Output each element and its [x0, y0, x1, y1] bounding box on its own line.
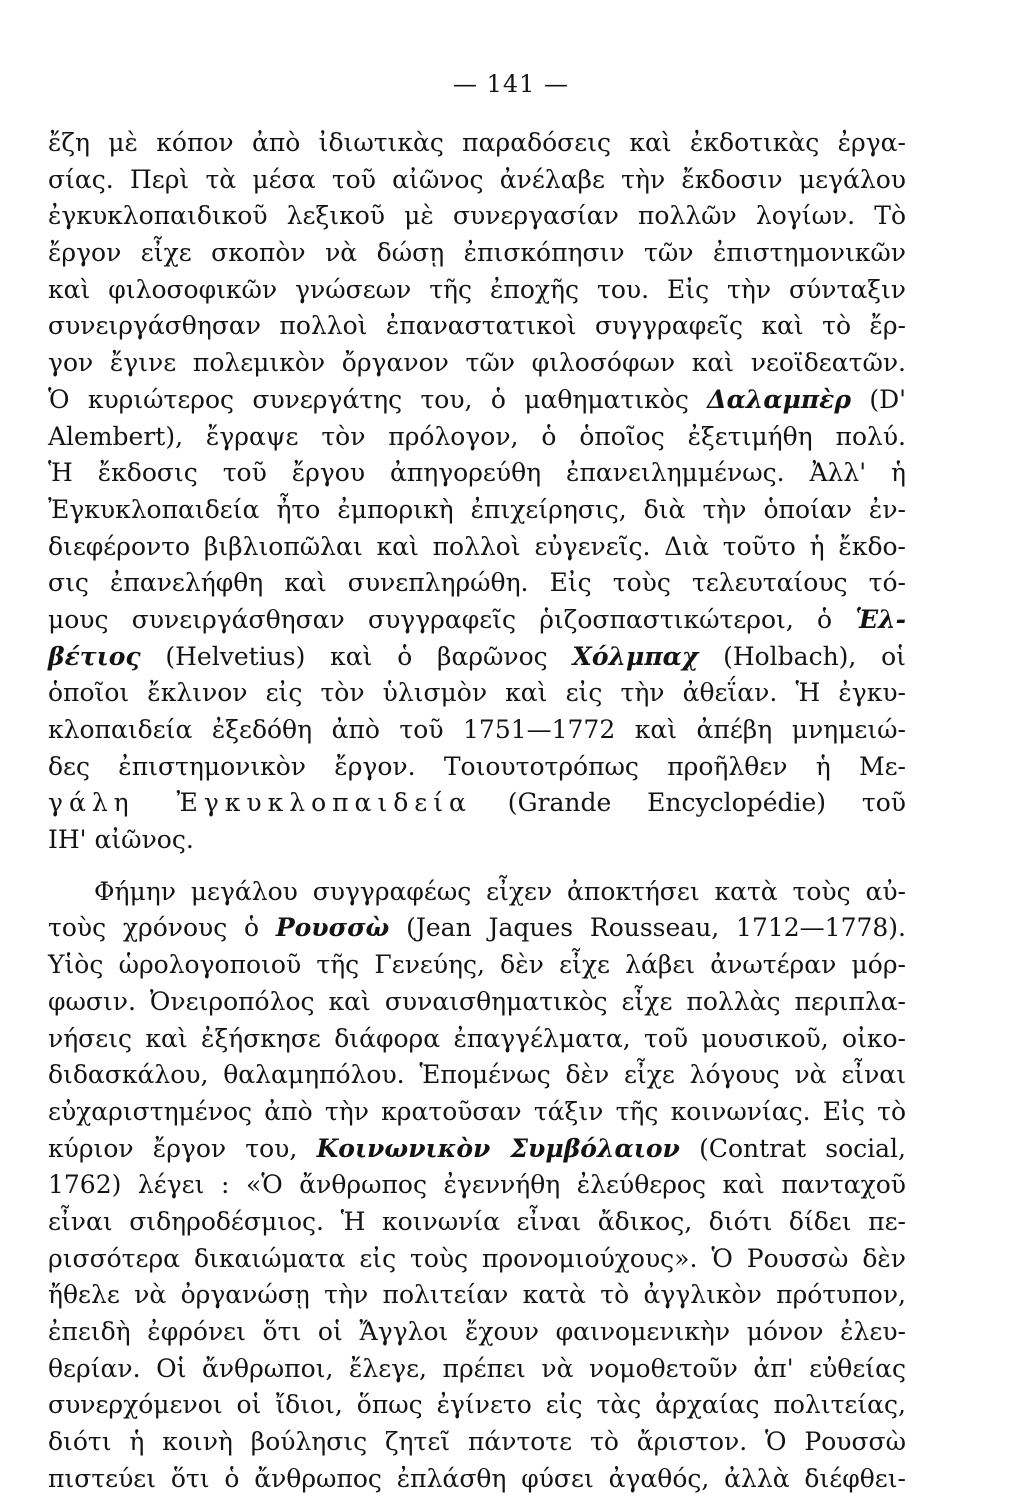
text-line — [48, 1057, 906, 1094]
line-text: (Helvetius) καὶ ὁ βαρῶνος — [140, 641, 573, 671]
line-text: ἔζη μὲ κόπον ἀπὸ ἰδιωτικὰς παραδόσεις καὶ ἐκδοτικὰς ἐργα- — [48, 128, 906, 157]
line-text: γον ἔγινε πολεμικὸν ὄργανον τῶν φιλοσόφων καὶ νεοϊδεατῶν. — [48, 348, 906, 378]
line-text: σις ἐπανελήφθη καὶ συνεπληρώθη. Εἰς τοὺς τελευταίους τό- — [48, 568, 906, 598]
line-text: Ἡ ἔκδοσις τοῦ ἔργου ἀπηγορεύθη ἐπανειλημμένως. Ἀλλ' ἡ — [48, 458, 906, 488]
line-text: μους συνειργάσθησαν συγγραφεῖς ῥιζοσπαστικώτεροι, ὁ — [48, 604, 856, 634]
line-text: σίας. Περὶ τὰ μέσα τοῦ αἰῶνος ἀνέλαβε τὴν ἔκδοσιν μεγάλου — [48, 164, 906, 194]
text-line — [48, 947, 906, 984]
line-text: δες ἐπιστημονικὸν ἔργον. Τοιουτοτρόπως προῆλθεν ἡ Με- — [48, 751, 906, 781]
text-line — [48, 1351, 906, 1388]
line-text: νήσεις καὶ ἐξήσκησε διάφορα ἐπαγγέλματα, τοῦ μουσικοῦ, οἰκο- — [48, 1023, 906, 1053]
text-line — [48, 492, 906, 529]
text-line — [48, 235, 906, 272]
text-line — [48, 1461, 906, 1498]
text-line — [48, 272, 906, 309]
text-line — [48, 1424, 906, 1461]
line-text: θερίαν. Οἱ ἄνθρωποι, ἔλεγε, πρέπει νὰ νομοθετοῦν ἀπ' εὐθείας — [48, 1353, 906, 1383]
emphasized-name: Κοινωνικὸν Συμβόλαιον — [316, 1133, 680, 1163]
line-text: κλοπαιδεία ἐξεδόθη ἀπὸ τοῦ 1751—1772 καὶ ἀπέβη μνημειώ- — [48, 715, 906, 744]
text-line — [48, 1387, 906, 1424]
text-line — [48, 125, 906, 162]
line-text: τοὺς χρόνους ὁ — [48, 913, 276, 943]
line-text: ἐπειδὴ ἐφρόνει ὅτι οἱ Ἄγγλοι ἔχουν φαινομενικὴν μόνον ἐλευ- — [48, 1317, 906, 1346]
line-text: εὐχαριστημένος ἀπὸ τὴν κρατοῦσαν τάξιν τῆς κοινωνίας. Εἰς τὸ — [48, 1096, 906, 1126]
text-line — [48, 712, 906, 749]
line-text: εἶναι σιδηροδέσμιος. Ἡ κοινωνία εἶναι ἄδικος, διότι δίδει πε- — [48, 1206, 906, 1236]
line-text: Φήμην μεγάλου συγγραφέως εἶχεν ἀποκτήσει κατὰ τοὺς αὐ- — [94, 876, 906, 906]
page-number: — 141 — — [452, 70, 570, 98]
line-text: (Holbach), οἱ — [698, 641, 906, 671]
text-line — [48, 565, 906, 602]
text-line — [48, 419, 906, 456]
body-text — [48, 125, 906, 1497]
text-line — [48, 1021, 906, 1058]
line-text: συνειργάσθησαν πολλοὶ ἐπαναστατικοὶ συγγραφεῖς καὶ τὸ ἔρ- — [48, 311, 906, 341]
emphasized-name: Χόλμπαχ — [572, 641, 699, 671]
text-line — [48, 910, 906, 947]
line-text: Alembert), ἔγραψε τὸν πρόλογον, ὁ ὁποῖος ἐξετιμήθη πολύ. — [48, 421, 906, 451]
line-text: (D' — [851, 384, 907, 414]
text-line — [48, 1241, 906, 1278]
text-line — [48, 1167, 906, 1204]
text-line — [48, 639, 906, 676]
line-text: Υἱὸς ὡρολογοποιοῦ τῆς Γενεύης, δὲν εἶχε λάβει ἀνωτέραν μόρ- — [48, 950, 906, 980]
line-text: πιστεύει ὅτι ὁ ἄνθρωπος ἐπλάσθη φύσει ἀγαθός, ἀλλὰ διέφθει- — [48, 1463, 906, 1493]
text-line — [48, 984, 906, 1021]
text-line — [48, 749, 906, 786]
text-line — [48, 345, 906, 382]
line-text: διδασκάλου, θαλαμηπόλου. Ἑπομένως δὲν εἶχε λόγους νὰ εἶναι — [48, 1060, 906, 1090]
line-text: ἤθελε νὰ ὀργανώσῃ τὴν πολιτείαν κατὰ τὸ ἀγγλικὸν πρότυπον, — [48, 1280, 906, 1310]
emphasized-name: Ρουσσὼ — [275, 913, 390, 943]
text-line — [48, 1277, 906, 1314]
text-line — [48, 785, 906, 822]
line-text: 1762) λέγει : «Ὁ ἄνθρωπος ἐγεννήθη ἐλεύθερος καὶ πανταχοῦ — [48, 1170, 906, 1200]
text-line — [48, 1131, 906, 1168]
spaced-title: γάλη Ἐγκυκλοπαιδεία — [48, 788, 472, 818]
text-line — [48, 308, 906, 345]
line-text: διεφέροντο βιβλιοπῶλαι καὶ πολλοὶ εὐγενεῖς. Διὰ τοῦτο ἡ ἔκδο- — [48, 531, 906, 561]
line-text: (Jean Jaques Rousseau, 1712—1778). — [389, 913, 906, 943]
text-line — [48, 1314, 906, 1351]
text-line — [48, 1204, 906, 1241]
text-line — [48, 602, 906, 639]
line-text: (Contrat social, — [679, 1133, 906, 1163]
line-text: διότι ἡ κοινὴ βούλησις ζητεῖ πάντοτε τὸ ἄριστον. Ὁ Ρουσσὼ — [48, 1427, 906, 1457]
emphasized-name: Ἑλ- — [855, 604, 906, 634]
line-text: συνερχόμενοι οἱ ἴδιοι, ὅπως ἐγίνετο εἰς τὰς ἀρχαίας πολιτείας, — [48, 1390, 906, 1420]
line-text: κύριον ἔργον του, — [48, 1133, 317, 1163]
line-text: ὁποῖοι ἔκλινον εἰς τὸν ὑλισμὸν καὶ εἰς τὴν ἀθεΐαν. Ἡ ἐγκυ- — [48, 678, 906, 708]
text-line — [48, 874, 906, 911]
text-line — [48, 162, 906, 199]
line-text: Ἐγκυκλοπαιδεία ἦτο ἐμπορικὴ ἐπιχείρησις, διὰ τὴν ὁποίαν ἐν- — [48, 494, 906, 524]
line-text: Ὁ κυριώτερος συνεργάτης του, ὁ μαθηματικὸς — [48, 384, 708, 414]
line-text: φωσιν. Ὀνειροπόλος καὶ συναισθηματικὸς εἶχε πολλὰς περιπλα- — [48, 986, 906, 1016]
line-text: ἐγκυκλοπαιδικοῦ λεξικοῦ μὲ συνεργασίαν πολλῶν λογίων. Τὸ — [48, 201, 906, 231]
text-line — [48, 529, 906, 566]
text-line — [48, 198, 906, 235]
line-text: ρισσότερα δικαιώματα εἰς τοὺς προνομιούχους». Ὁ Ρουσσὼ δὲν — [48, 1243, 906, 1273]
text-line — [48, 382, 906, 419]
emphasized-name: Δαλαμπὲρ — [707, 384, 851, 414]
line-text: (Grande Encyclopédie) τοῦ — [471, 788, 906, 818]
text-line — [48, 822, 906, 859]
text-line — [48, 1094, 906, 1131]
text-line — [48, 675, 906, 712]
text-line — [48, 455, 906, 492]
line-text: ἔργον εἶχε σκοπὸν νὰ δώσῃ ἐπισκόπησιν τῶν ἐπιστημονικῶν — [48, 238, 906, 268]
emphasized-name: βέτιος — [48, 641, 141, 671]
line-text: καὶ φιλοσοφικῶν γνώσεων τῆς ἐποχῆς του. Εἰς τὴν σύνταξιν — [48, 274, 906, 304]
line-text: ΙΗ' αἰῶνος. — [48, 825, 194, 855]
